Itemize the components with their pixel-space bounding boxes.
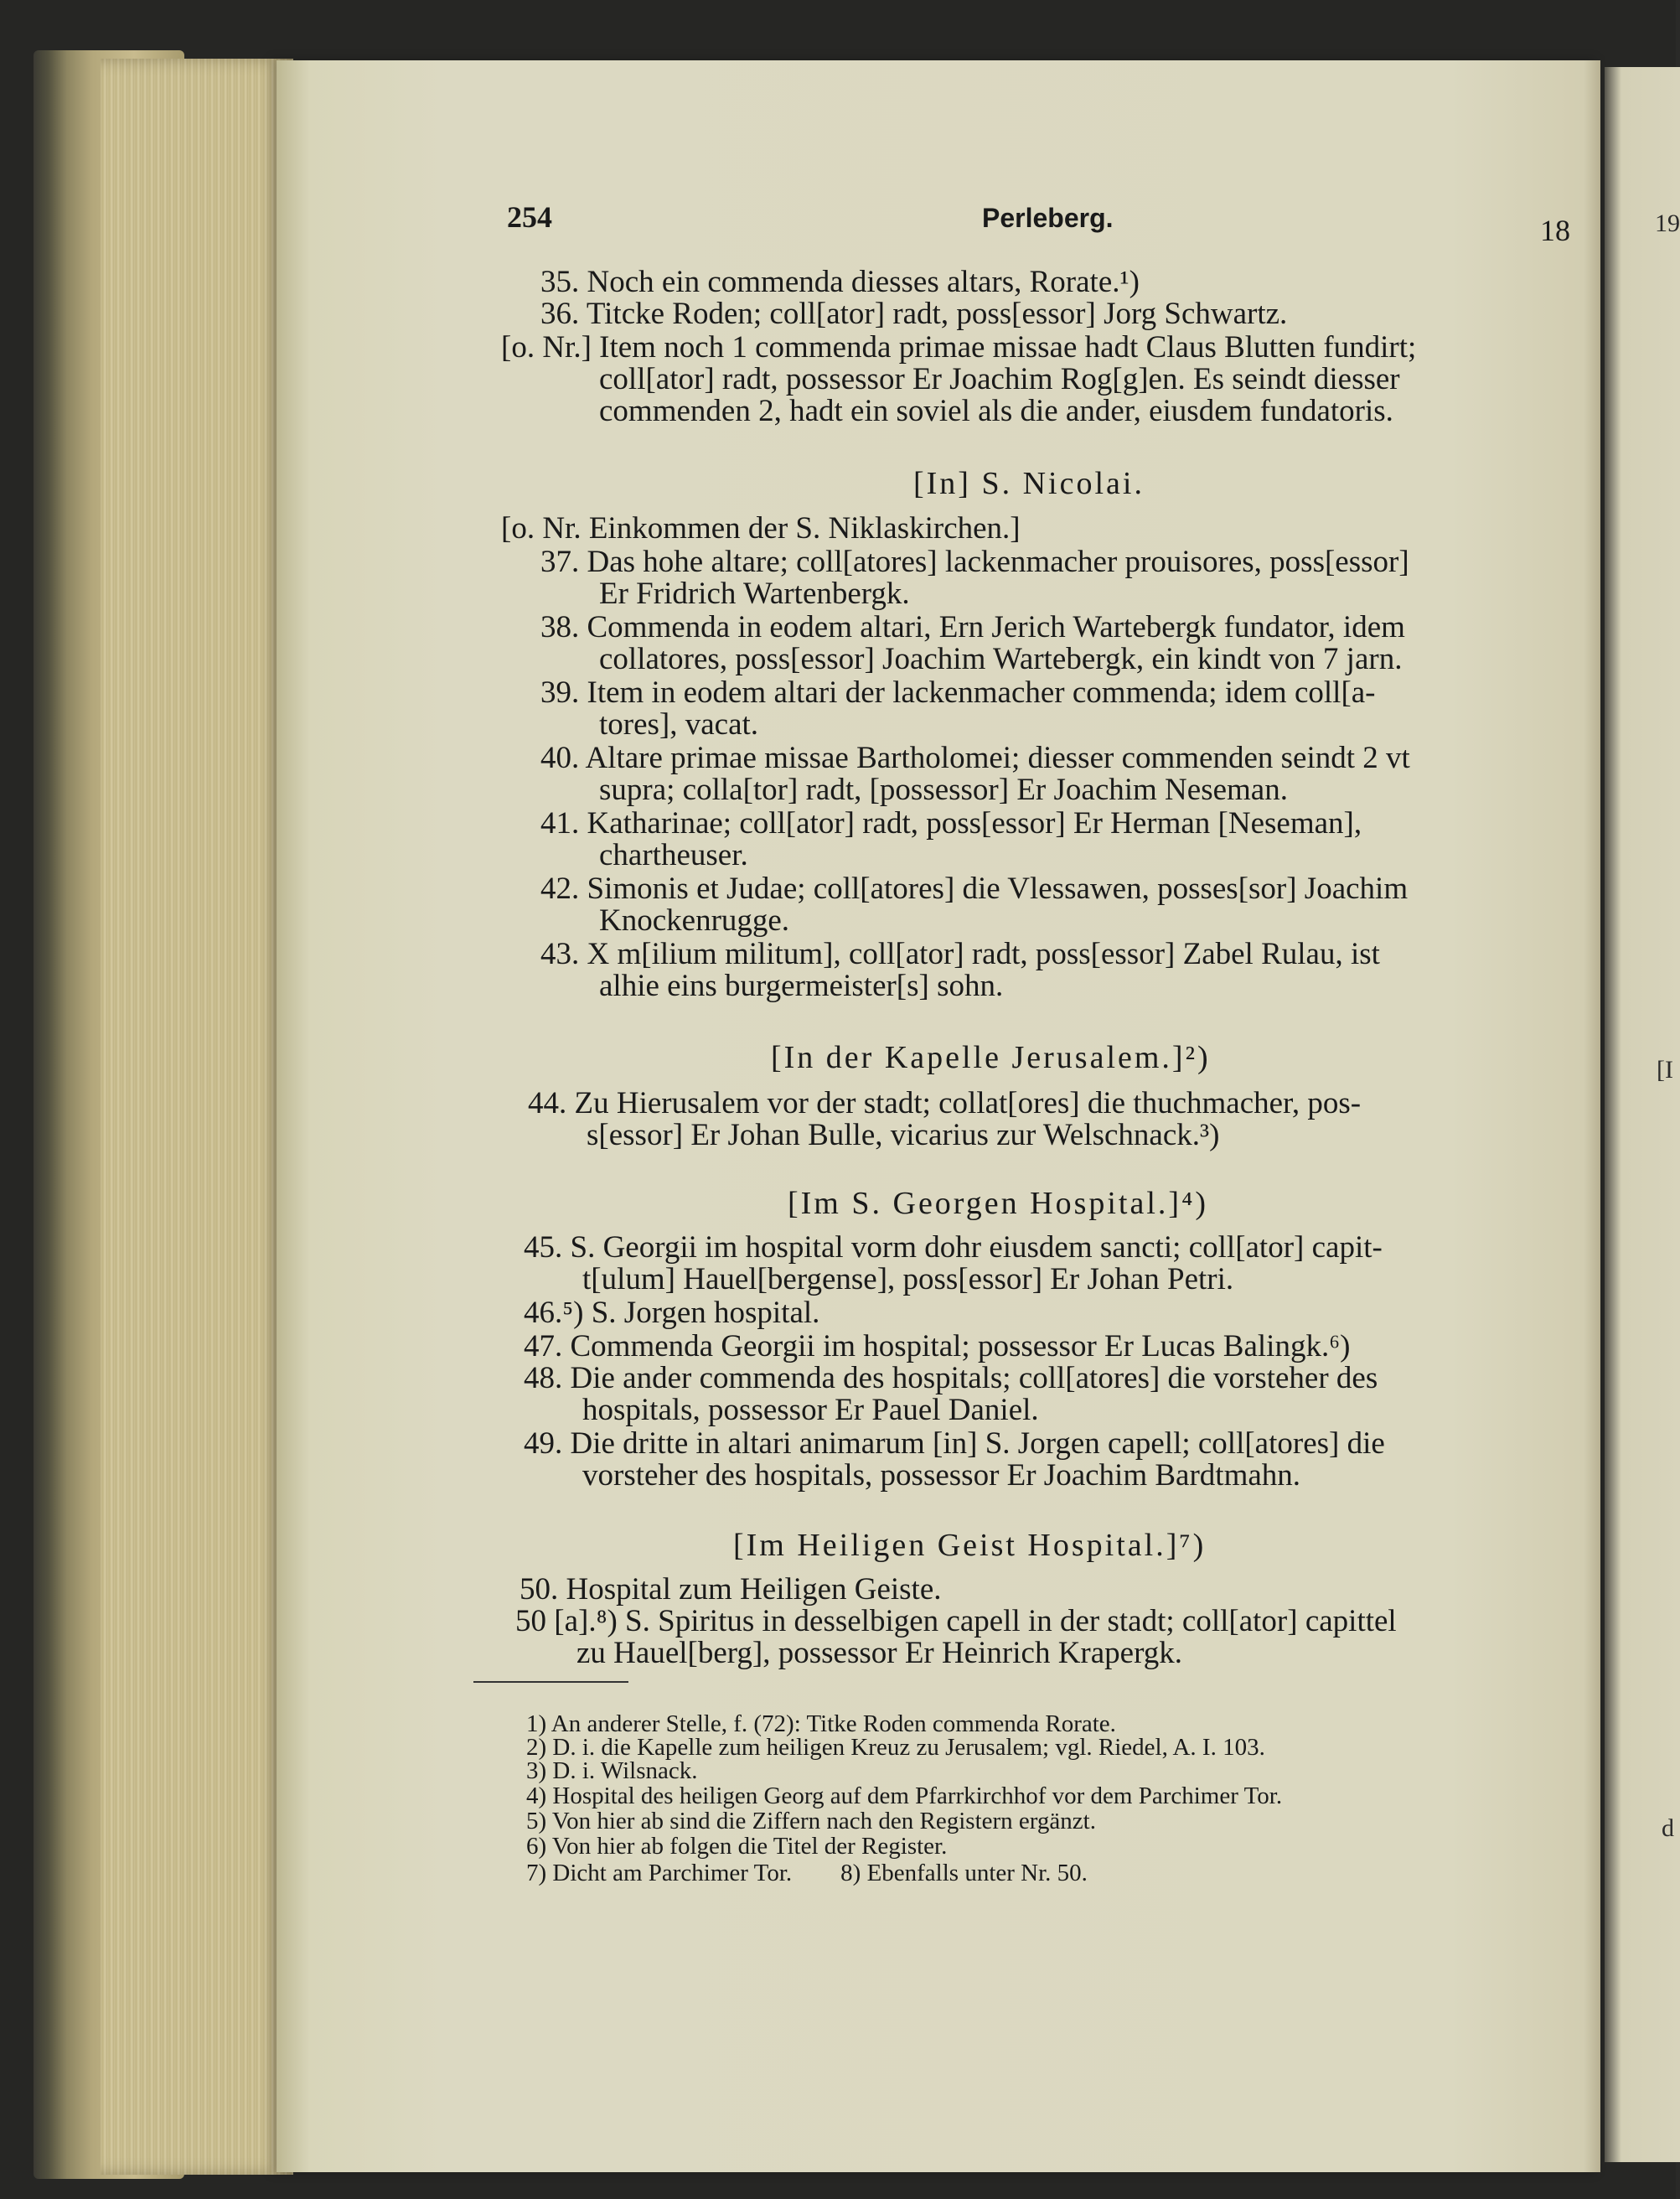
footnote: 3) D. i. Wilsnack. xyxy=(526,1757,698,1784)
entry-line: coll[ator] radt, possessor Er Joachim Rog[g]en. Es seindt diesser xyxy=(599,362,1400,396)
entry-line: zu Hauel[berg], possessor Er Heinrich Krapergk. xyxy=(576,1636,1182,1670)
footnote: 5) Von hier ab sind die Ziffern nach den Registern ergänzt. xyxy=(526,1808,1096,1834)
section-heading: [Im S. Georgen Hospital.]⁴) xyxy=(788,1186,1208,1221)
entry-line: alhie eins burgermeister[s] sohn. xyxy=(599,969,1004,1003)
entry-line: vorsteher des hospitals, possessor Er Joachim Bardtmahn. xyxy=(582,1458,1301,1493)
footnote: 4) Hospital des heiligen Georg auf dem Pfarrkirchhof vor dem Parchimer Tor. xyxy=(526,1782,1283,1809)
entry-line: 50. Hospital zum Heiligen Geiste. xyxy=(520,1572,942,1607)
adjacent-page xyxy=(1605,67,1680,2162)
entry-line: 50 [a].⁸) S. Spiritus in desselbigen capell in der stadt; coll[ator] capittel xyxy=(515,1604,1397,1638)
section-heading: [In der Kapelle Jerusalem.]²) xyxy=(771,1040,1211,1075)
entry-line: 35. Noch ein commenda diesses altars, Rorate.¹) xyxy=(540,265,1140,299)
entry-line: 42. Simonis et Judae; coll[atores] die Vlessawen, posses[sor] Joachim xyxy=(540,872,1409,906)
page-number: 254 xyxy=(507,200,552,234)
entry-line: s[essor] Er Johan Bulle, vicarius zur Welschnack.³) xyxy=(587,1118,1220,1152)
entry-line: 46.⁵) S. Jorgen hospital. xyxy=(524,1296,820,1330)
entry-line: 40. Altare primae missae Bartholomei; diesser commenden seindt 2 vt xyxy=(540,741,1410,775)
entry-line: 41. Katharinae; coll[ator] radt, poss[essor] Er Herman [Neseman], xyxy=(540,806,1362,841)
entry-line: Knockenrugge. xyxy=(599,903,790,938)
entry-line: 47. Commenda Georgii im hospital; possessor Er Lucas Balingk.⁶) xyxy=(524,1329,1351,1363)
entry-line: 44. Zu Hierusalem vor der stadt; collat[ores] die thuchmacher, pos- xyxy=(528,1086,1362,1120)
running-head: Perleberg. xyxy=(982,203,1114,233)
adjacent-page-fragment: d xyxy=(1662,1814,1674,1842)
entry-line: t[ulum] Hauel[bergense], poss[essor] Er Johan Petri. xyxy=(582,1262,1234,1296)
adjacent-page-number: 19 xyxy=(1655,210,1680,237)
entry-line: [o. Nr.] Item noch 1 commenda primae missae hadt Claus Blutten fundirt; xyxy=(501,330,1417,365)
footnote: 2) D. i. die Kapelle zum heiligen Kreuz zu Jerusalem; vgl. Riedel, A. I. 103. xyxy=(526,1734,1265,1761)
section-heading: [Im Heiligen Geist Hospital.]⁷) xyxy=(733,1528,1207,1563)
footnote: 6) Von hier ab folgen die Titel der Register. xyxy=(526,1833,948,1860)
entry-line: 37. Das hohe altare; coll[atores] lackenmacher prouisores, poss[essor] xyxy=(540,545,1409,579)
entry-line: 38. Commenda in eodem altari, Ern Jerich Wartebergk fundator, idem xyxy=(540,610,1405,644)
entry-line: 39. Item in eodem altari der lackenmacher commenda; idem coll[a- xyxy=(540,675,1376,710)
adjacent-page-fragment: [I xyxy=(1657,1056,1673,1084)
page-edges xyxy=(101,59,293,2175)
entry-line: 43. X m[ilium militum], coll[ator] radt, poss[essor] Zabel Rulau, ist xyxy=(540,937,1380,971)
footnote-rule xyxy=(473,1681,628,1683)
entry-line: commenden 2, hadt ein soviel als die ander, eiusdem fundatoris. xyxy=(599,394,1393,428)
footnote: 1) An anderer Stelle, f. (72): Titke Roden commenda Rorate. xyxy=(526,1710,1116,1737)
entry-line: 48. Die ander commenda des hospitals; coll[atores] die vorsteher des xyxy=(524,1361,1378,1395)
section-heading: [In] S. Nicolai. xyxy=(913,466,1145,501)
entry-line: collatores, poss[essor] Joachim Wartebergk, ein kindt von 7 jarn. xyxy=(599,642,1403,676)
entry-line: 36. Titcke Roden; coll[ator] radt, poss[essor] Jorg Schwartz. xyxy=(540,297,1288,331)
entry-line: [o. Nr. Einkommen der S. Niklaskirchen.] xyxy=(501,511,1021,546)
entry-line: 45. S. Georgii im hospital vorm dohr eiusdem sancti; coll[ator] capit- xyxy=(524,1230,1383,1265)
entry-line: 49. Die dritte in altari animarum [in] S. Jorgen capell; coll[atores] die xyxy=(524,1426,1385,1461)
entry-line: supra; colla[tor] radt, [possessor] Er Joachim Neseman. xyxy=(599,773,1288,807)
entry-line: hospitals, possessor Er Pauel Daniel. xyxy=(582,1393,1039,1427)
margin-number: 18 xyxy=(1540,214,1570,247)
entry-line: tores], vacat. xyxy=(599,707,759,742)
entry-line: Er Fridrich Wartenbergk. xyxy=(599,577,910,611)
entry-line: chartheuser. xyxy=(599,838,748,872)
footnote: 7) Dicht am Parchimer Tor. 8) Ebenfalls unter Nr. 50. xyxy=(526,1860,1088,1886)
